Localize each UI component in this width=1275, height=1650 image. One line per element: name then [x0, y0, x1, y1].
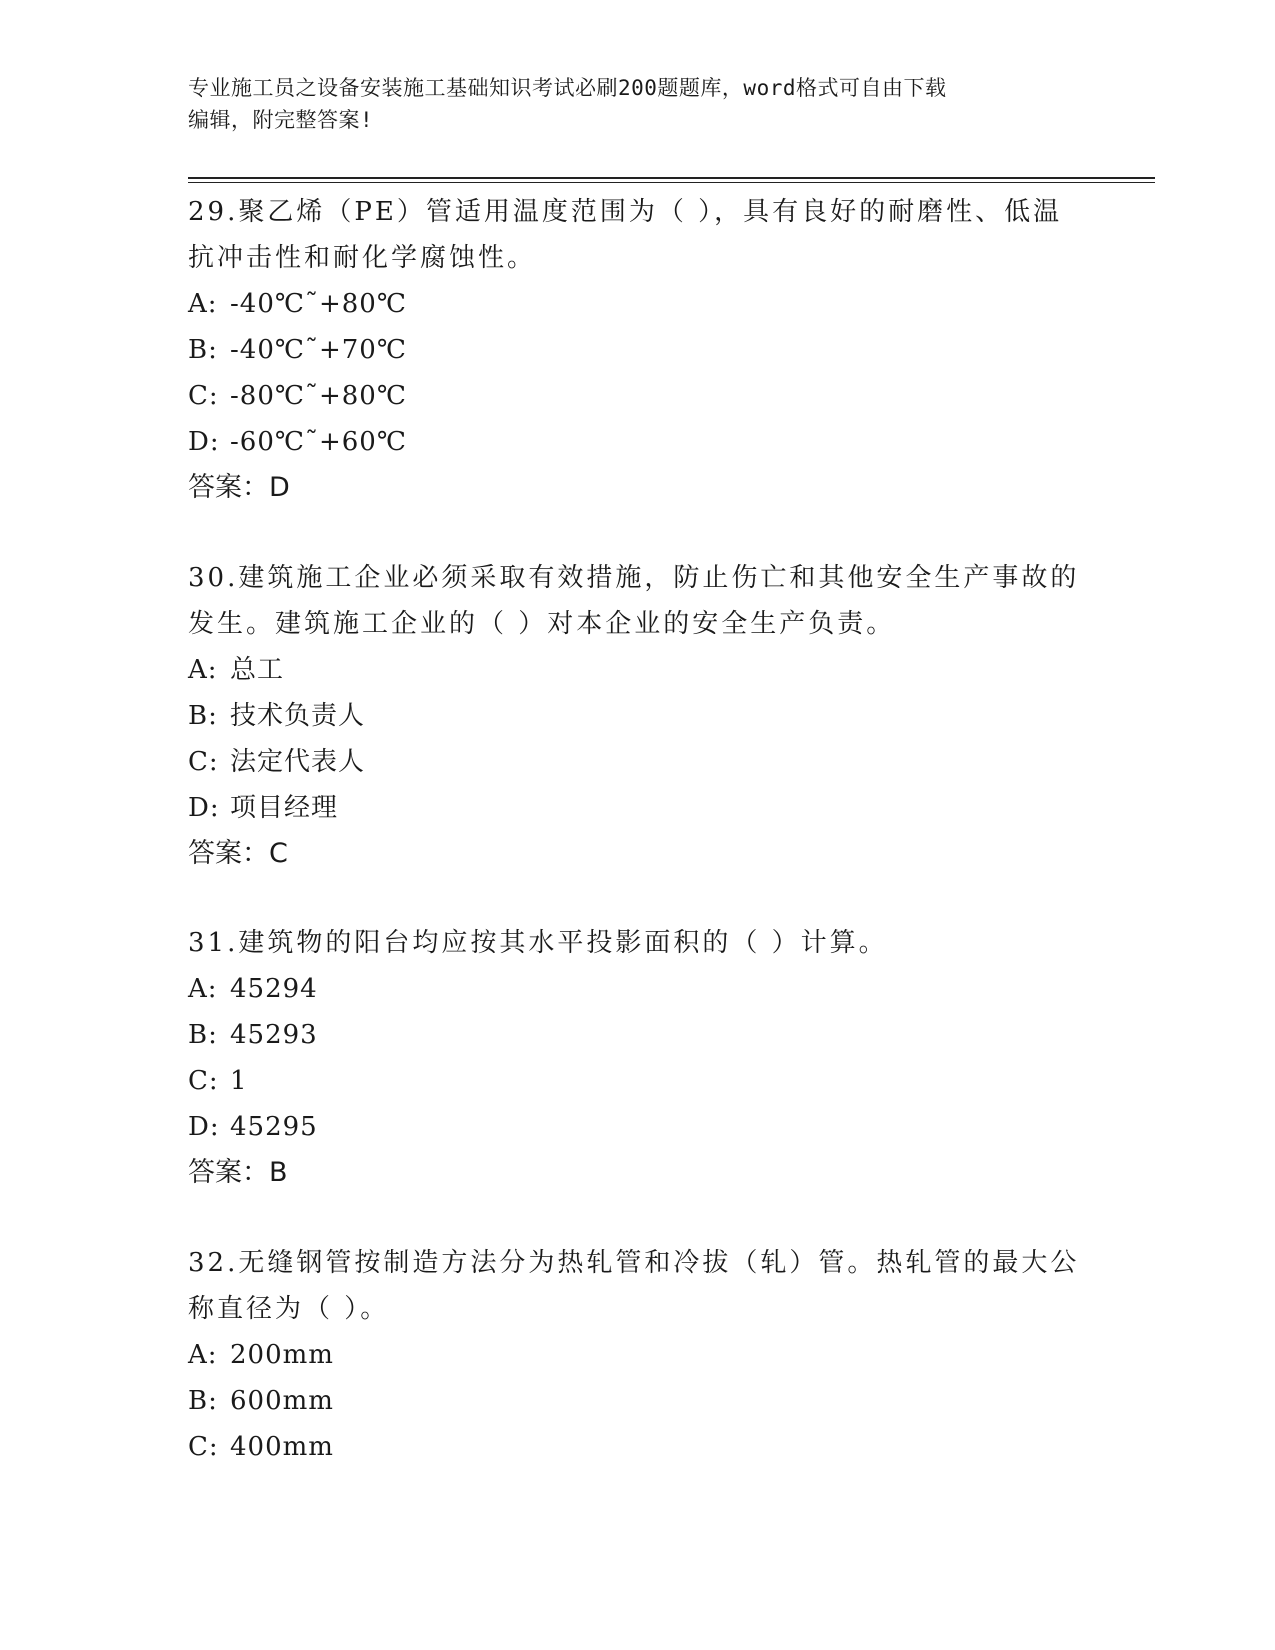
option-b [188, 693, 1088, 739]
header-title-line2: 编辑，附完整答案! [188, 108, 374, 132]
option-letter: C: [188, 747, 219, 777]
option-letter: B: [188, 335, 218, 365]
option-text: -60℃˜+60℃ [230, 427, 407, 457]
answer-line: 答案：B [188, 1157, 288, 1188]
option-c [188, 1058, 1088, 1104]
option-letter: A: [188, 1340, 218, 1370]
option-letter: D: [188, 1112, 220, 1142]
option-text: -80℃˜+80℃ [230, 381, 407, 411]
question-32 [188, 1240, 1088, 1470]
question-stem: 31.建筑物的阳台均应按其水平投影面积的（ ）计算。 [188, 928, 888, 958]
option-letter: A: [188, 974, 218, 1004]
question-stem-continued: 称直径为（ ）。 [188, 1294, 390, 1324]
header-title-line1: 专业施工员之设备安装施工基础知识考试必刷200题题库，word格式可自由下载 [188, 76, 947, 100]
option-b [188, 1012, 1088, 1058]
option-c [188, 739, 1088, 785]
option-text: 400mm [230, 1432, 334, 1462]
option-d [188, 785, 1088, 831]
option-text: 总工 [230, 655, 285, 685]
option-c [188, 373, 1088, 419]
option-text: 法定代表人 [230, 747, 366, 777]
header-divider-thin [188, 182, 1155, 183]
option-letter: B: [188, 1386, 218, 1416]
question-31 [188, 920, 1088, 1196]
option-d [188, 419, 1088, 465]
question-30 [188, 555, 1088, 877]
option-b [188, 1378, 1088, 1424]
option-text: 600mm [230, 1386, 334, 1416]
option-letter: C: [188, 381, 219, 411]
option-b [188, 327, 1088, 373]
question-stem-continued: 发生。建筑施工企业的（ ）对本企业的安全生产负责。 [188, 609, 896, 639]
question-stem: 32.无缝钢管按制造方法分为热轧管和冷拔（轧）管。热轧管的最大公 [188, 1248, 1080, 1278]
question-stem-continued: 抗冲击性和耐化学腐蚀性。 [188, 243, 537, 273]
option-text: 45295 [230, 1112, 318, 1142]
option-letter: D: [188, 427, 220, 457]
option-letter: A: [188, 655, 218, 685]
option-text: 45293 [230, 1020, 318, 1050]
option-letter: C: [188, 1432, 219, 1462]
question-stem: 30.建筑施工企业必须采取有效措施，防止伤亡和其他安全生产事故的 [188, 563, 1080, 593]
option-c [188, 1424, 1088, 1470]
option-letter: B: [188, 1020, 218, 1050]
option-a [188, 1332, 1088, 1378]
header-divider-thick [188, 177, 1155, 179]
option-letter: D: [188, 793, 220, 823]
option-a [188, 281, 1088, 327]
option-a [188, 647, 1088, 693]
option-text: 1 [230, 1066, 248, 1096]
option-letter: A: [188, 289, 218, 319]
option-letter: C: [188, 1066, 219, 1096]
option-text: -40℃˜+80℃ [230, 289, 407, 319]
option-text: -40℃˜+70℃ [230, 335, 407, 365]
option-text: 45294 [230, 974, 318, 1004]
question-29 [188, 189, 1088, 511]
option-a [188, 966, 1088, 1012]
option-letter: B: [188, 701, 218, 731]
answer-line: 答案：D [188, 472, 290, 503]
option-d [188, 1104, 1088, 1150]
option-text: 技术负责人 [230, 701, 366, 731]
question-stem: 29.聚乙烯（PE）管适用温度范围为（ ），具有良好的耐磨性、低温 [188, 197, 1063, 227]
document-header [188, 72, 1068, 136]
option-text: 项目经理 [230, 793, 339, 823]
answer-line: 答案：C [188, 838, 288, 869]
option-text: 200mm [230, 1340, 334, 1370]
